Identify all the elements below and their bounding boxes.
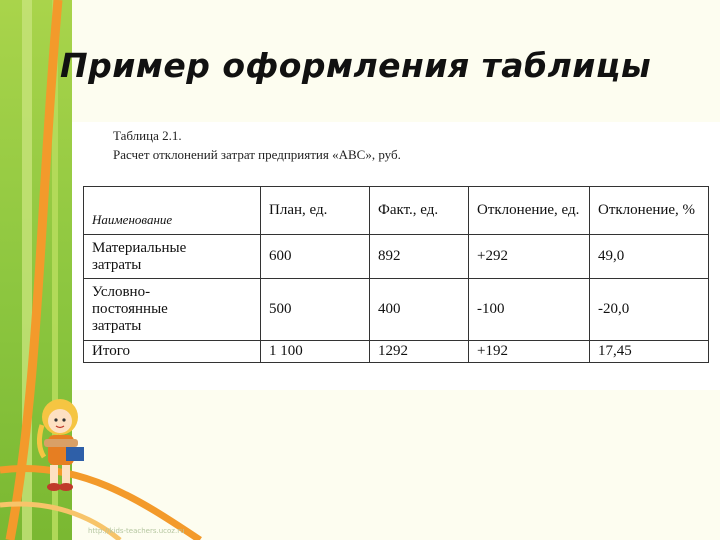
cell-deviation-percent: -20,0: [590, 279, 709, 341]
cartoon-girl-illustration: [30, 395, 100, 495]
cell-deviation-percent: 49,0: [590, 235, 709, 279]
table-number-caption: Таблица 2.1.: [113, 128, 182, 143]
table-header-row: [84, 187, 709, 235]
column-header-deviation-percent: Отклонение, %: [590, 187, 709, 235]
watermark-url: http://kids-teachers.ucoz.ru: [88, 527, 185, 535]
cell-fact: 892: [370, 235, 469, 279]
row-label: Материальные затраты: [84, 235, 261, 279]
table-title-caption: Расчет отклонений затрат предприятия «ABC», руб.: [113, 147, 401, 162]
row-label: Условно- постоянные затраты: [84, 279, 261, 341]
table-row: [84, 235, 709, 279]
column-header-name: Наименование: [84, 187, 261, 235]
column-header-plan: План, ед.: [261, 187, 370, 235]
column-header-fact: Факт., ед.: [370, 187, 469, 235]
table-row: [84, 279, 709, 341]
cell-deviation-units: +192: [469, 341, 590, 363]
cell-plan: 1 100: [261, 341, 370, 363]
cell-fact: 400: [370, 279, 469, 341]
cell-deviation-percent: 17,45: [590, 341, 709, 363]
slide-title: Пример оформления таблицы: [60, 46, 652, 85]
row-label: Итого: [84, 341, 261, 363]
table-row-total: [84, 341, 709, 363]
cell-plan: 500: [261, 279, 370, 341]
cell-deviation-units: -100: [469, 279, 590, 341]
column-header-deviation-units: Отклонение, ед.: [469, 187, 590, 235]
cell-fact: 1292: [370, 341, 469, 363]
cell-plan: 600: [261, 235, 370, 279]
cell-deviation-units: +292: [469, 235, 590, 279]
cost-deviation-table: [83, 186, 709, 363]
